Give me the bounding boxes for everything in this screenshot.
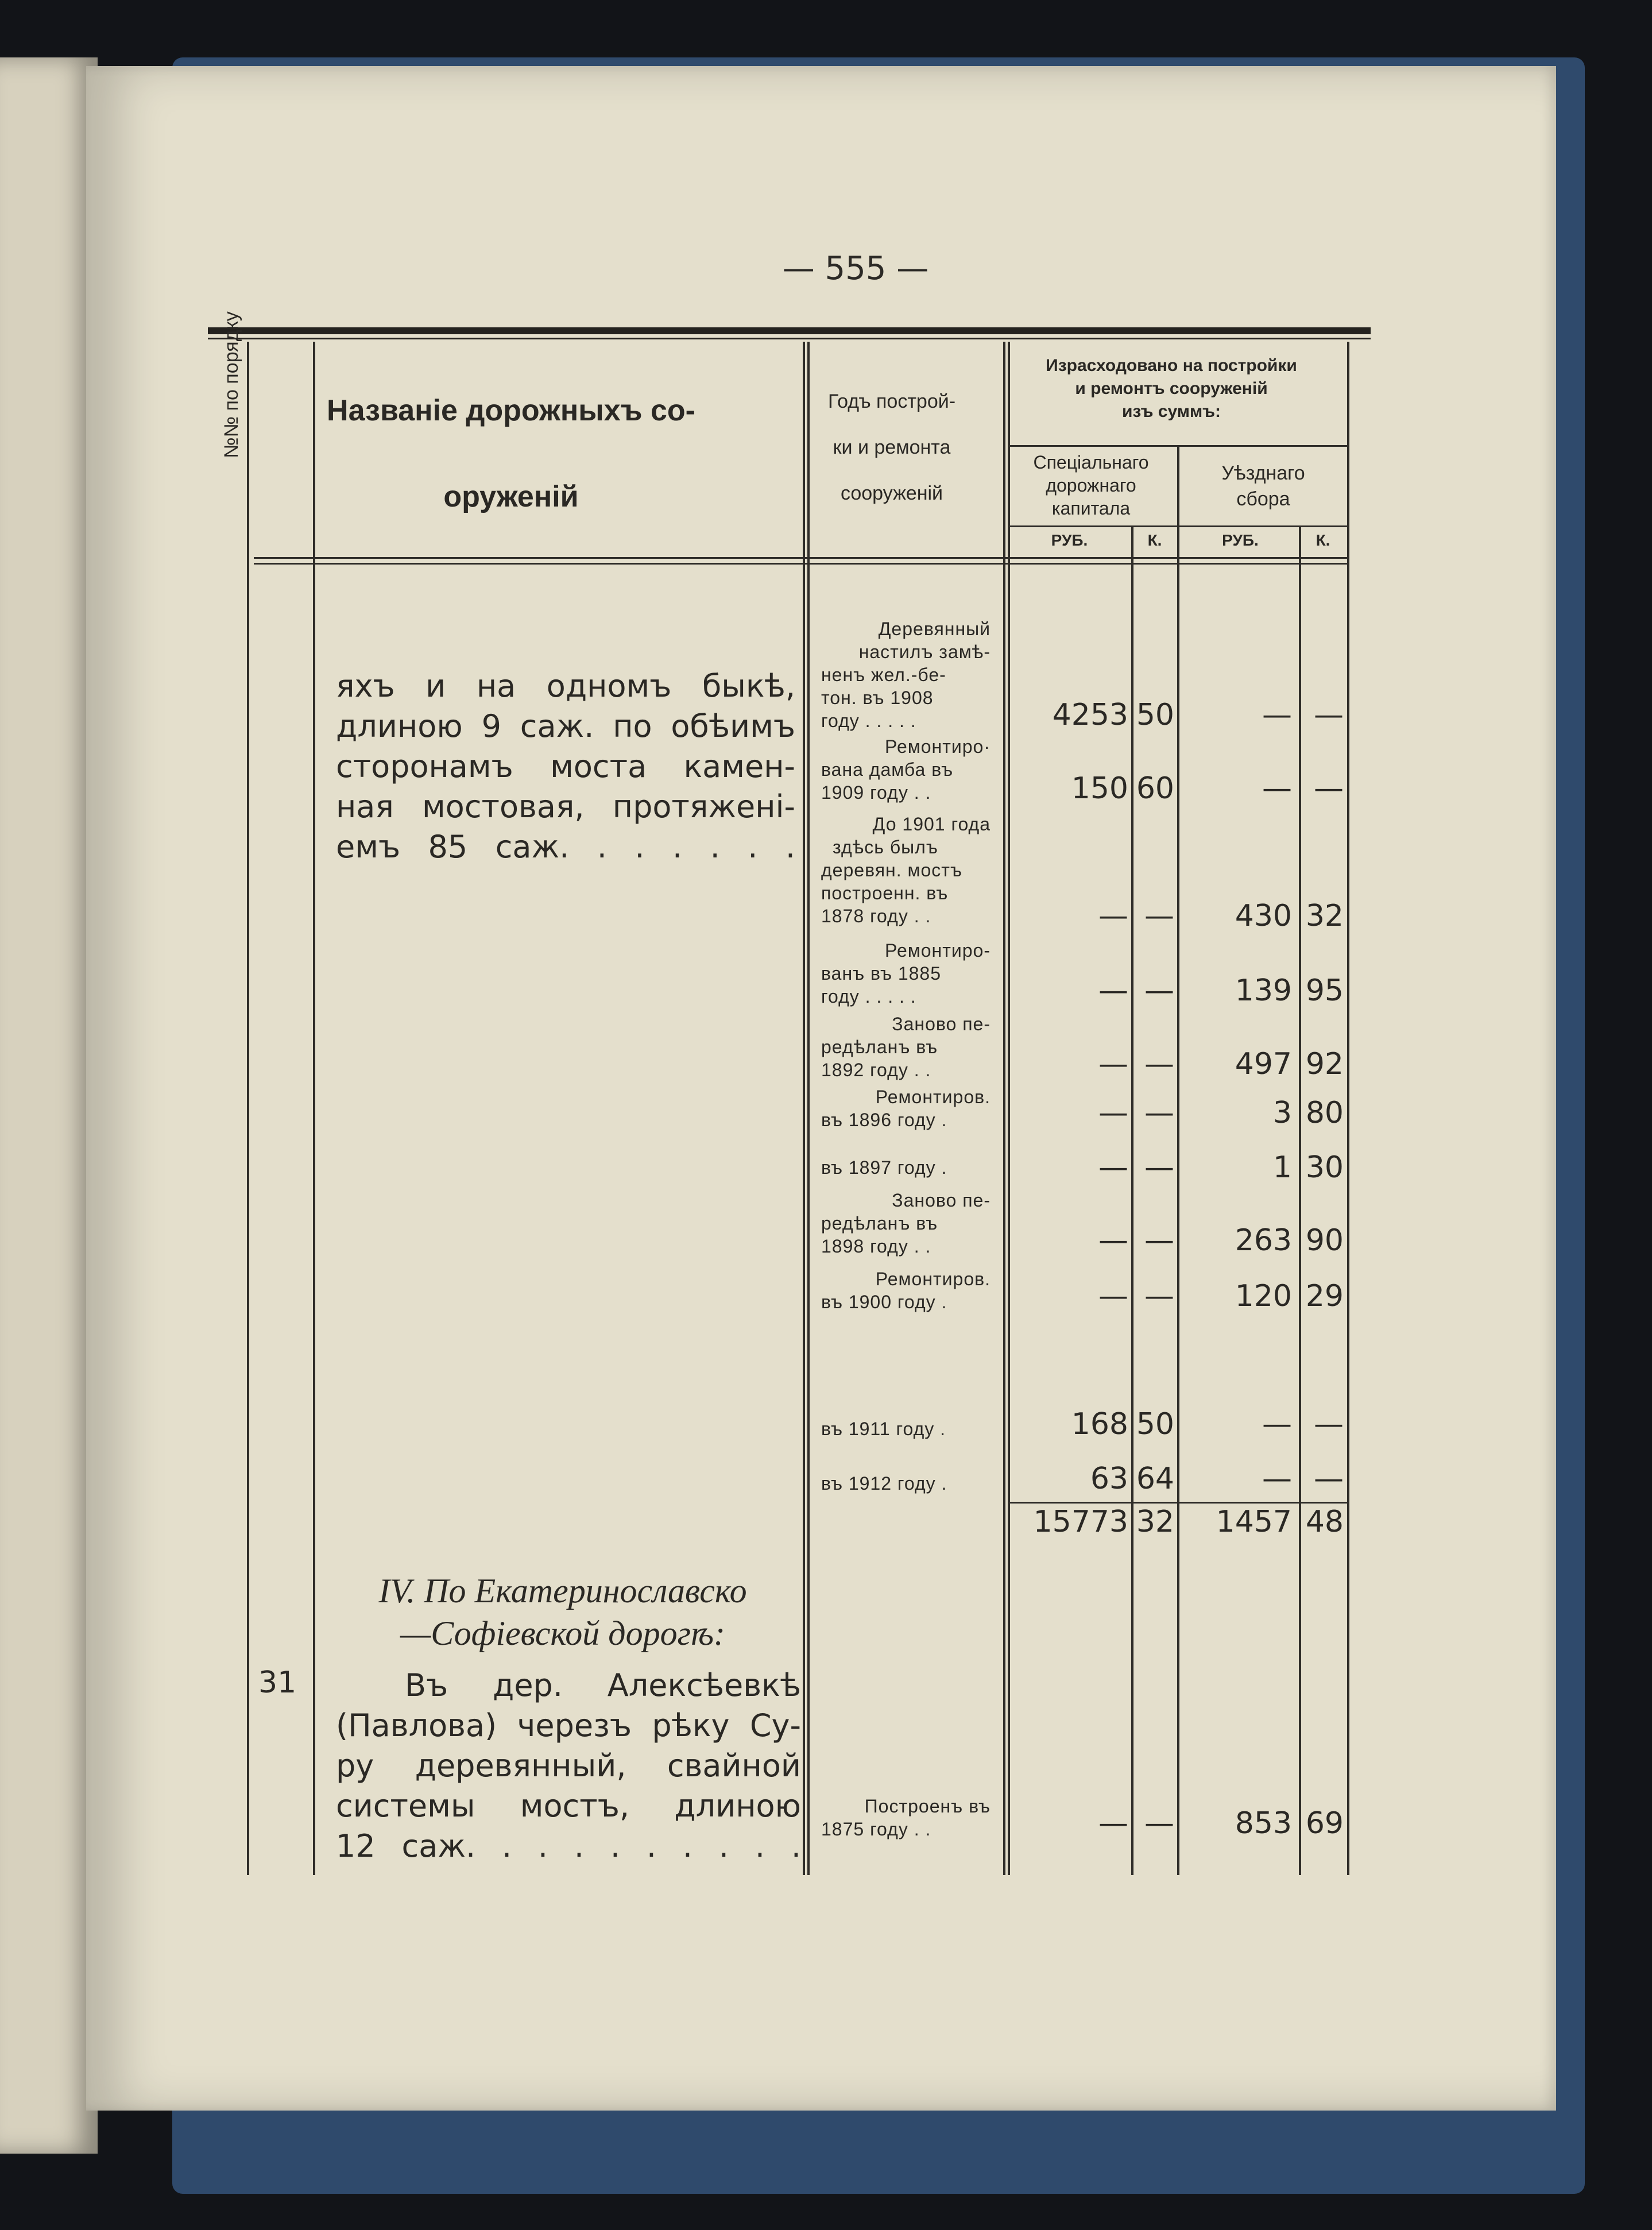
year-text: До 1901 года здѣсь былъ деревян. мостъ построенн. въ 1878 году . . — [821, 814, 991, 926]
county-kop: — — [1314, 1407, 1344, 1441]
grid-line-spec — [1177, 445, 1179, 1875]
book-page — [86, 66, 1556, 2111]
grid-line-spec-kop — [1131, 525, 1133, 1875]
grid-line-number — [313, 342, 315, 1875]
special-rub: 150 — [1071, 771, 1128, 806]
county-kop: 92 — [1305, 1047, 1344, 1081]
description-line: системы мостъ, длиною — [336, 1788, 801, 1824]
year-text: Заново пе- редѣланъ въ 1898 году . . — [821, 1190, 991, 1257]
total-special-rub: 15773 — [1033, 1505, 1128, 1539]
header-spent-line2: и ремонтъ сооруженій — [1075, 379, 1268, 398]
special-kop: — — [1144, 1047, 1174, 1081]
county-rub: 1 — [1272, 1150, 1292, 1185]
header-rub-county: РУБ. — [1222, 531, 1259, 549]
year-text: въ 1912 году . — [821, 1473, 947, 1494]
special-rub: — — [1098, 1150, 1128, 1185]
header-county-line1: Уѣзднаго — [1221, 462, 1305, 484]
year-text: Ремонтиров. въ 1900 году . — [821, 1269, 991, 1312]
header-county-line2: сбора — [1236, 488, 1290, 510]
county-kop: 95 — [1305, 973, 1344, 1008]
county-rub: 263 — [1235, 1223, 1292, 1258]
county-kop: 90 — [1305, 1223, 1344, 1258]
county-rub: 430 — [1235, 899, 1292, 933]
special-kop: 64 — [1136, 1462, 1174, 1496]
header-spent-line3: изъ суммъ: — [1121, 402, 1221, 421]
county-rub: 3 — [1272, 1096, 1292, 1130]
year-text: Заново пе- редѣланъ въ 1892 году . . — [821, 1014, 991, 1080]
left-page-edge — [0, 57, 98, 2154]
total-county-kop: 48 — [1305, 1505, 1344, 1539]
special-rub: 63 — [1090, 1462, 1128, 1496]
header-rub-special: РУБ. — [1051, 531, 1088, 549]
header-kop-county: К. — [1316, 531, 1330, 549]
county-rub: 139 — [1235, 973, 1292, 1008]
county-kop: 69 — [1305, 1806, 1344, 1841]
county-kop: — — [1314, 698, 1344, 732]
year-text: Ремонтиро- ванъ въ 1885 году . . . . . — [821, 940, 991, 1007]
section-heading-line1: IV. По Екатеринославско — [378, 1572, 747, 1610]
description-line: (Павлова) черезъ рѣку Су- — [336, 1707, 801, 1744]
special-kop: 50 — [1136, 698, 1174, 732]
header-kop-special: К. — [1147, 531, 1162, 549]
special-kop: — — [1144, 1279, 1174, 1313]
special-rub: — — [1098, 1047, 1128, 1081]
header-spent-line1: Израсходовано на постройки — [1046, 356, 1297, 375]
county-rub: — — [1262, 698, 1292, 732]
year-text: Ремонтиро· вана дамба въ 1909 году . . — [821, 736, 991, 803]
header-name-line1: Названіе дорожныхъ со- — [327, 394, 695, 427]
county-kop: 32 — [1305, 899, 1344, 933]
special-rub: 4253 — [1052, 698, 1128, 732]
year-text: Деревянный настилъ замѣ- ненъ жел.-бе- тон. въ 1908 году . . . . . — [821, 619, 991, 731]
grid-line-cnty-kop — [1299, 525, 1301, 1875]
county-rub: 853 — [1235, 1806, 1292, 1841]
year-text: Ремонтиров. въ 1896 году . — [821, 1087, 991, 1130]
header-year-line1: Годъ построй- — [827, 391, 956, 412]
special-kop: — — [1144, 1223, 1174, 1258]
year-text: въ 1911 году . — [821, 1419, 946, 1439]
header-special-line3: капитала — [1051, 498, 1131, 519]
county-kop: 29 — [1305, 1279, 1344, 1313]
grid-line-year2 — [1008, 342, 1010, 1875]
header-year-line3: сооруженій — [840, 482, 943, 504]
top-rule-thin — [208, 338, 1371, 339]
description-line: емъ 85 саж. . . . . . . — [336, 829, 795, 865]
special-kop: — — [1144, 1096, 1174, 1130]
description-line: длиною 9 саж. по обѣимъ — [336, 708, 795, 744]
county-kop: — — [1314, 1462, 1344, 1496]
county-rub: 497 — [1235, 1047, 1292, 1081]
grid-line-left — [247, 342, 249, 1875]
county-rub: — — [1262, 771, 1292, 806]
special-kop: — — [1144, 973, 1174, 1008]
special-kop: 50 — [1136, 1407, 1174, 1441]
top-rule-thick — [208, 327, 1371, 334]
special-kop: 60 — [1136, 771, 1174, 806]
grid-line-year — [1003, 342, 1005, 1875]
header-bottom-line — [254, 557, 1348, 559]
header-special-line1: Спеціальнаго — [1033, 452, 1149, 473]
special-rub: — — [1098, 1806, 1128, 1841]
special-kop: — — [1144, 1150, 1174, 1185]
description-line: Въ дер. Алексѣевкѣ — [405, 1667, 801, 1703]
special-rub: — — [1098, 1279, 1128, 1313]
county-kop: 80 — [1305, 1096, 1344, 1130]
county-rub: — — [1262, 1407, 1292, 1441]
special-kop: — — [1144, 899, 1174, 933]
description-line: яхъ и на одномъ быкѣ, — [336, 668, 795, 704]
special-rub: — — [1098, 899, 1128, 933]
header-special-line2: дорожнаго — [1046, 475, 1136, 496]
county-rub: 120 — [1235, 1279, 1292, 1313]
special-kop: — — [1144, 1806, 1174, 1841]
description-line: 12 саж. . . . . . . . . . — [336, 1828, 801, 1864]
special-rub: 168 — [1071, 1407, 1128, 1441]
special-rub: — — [1098, 1096, 1128, 1130]
header-year-line2: ки и ремонта — [833, 436, 951, 458]
totals-line — [1008, 1502, 1349, 1504]
year-text: въ 1897 году . — [821, 1157, 947, 1178]
section-heading-line2: —Софіевской дорогѣ: — [400, 1614, 726, 1652]
description-line: сторонамъ моста камен- — [336, 748, 795, 784]
header-number-column: №№ по порядку — [220, 311, 242, 458]
special-rub: — — [1098, 1223, 1128, 1258]
county-rub: — — [1262, 1462, 1292, 1496]
year-text: Построенъ въ 1875 году . . — [821, 1796, 991, 1839]
header-name-line2: оруженій — [443, 480, 579, 513]
grid-line-right — [1347, 342, 1349, 1875]
total-special-kop: 32 — [1136, 1505, 1174, 1539]
special-rub: — — [1098, 973, 1128, 1008]
total-county-rub: 1457 — [1216, 1505, 1292, 1539]
county-kop: 30 — [1305, 1150, 1344, 1185]
page-number: — 555 — — [782, 250, 929, 287]
description-line: ру деревянный, свайной — [336, 1748, 801, 1784]
entry-number: 31 — [258, 1665, 297, 1700]
header-bottom-line2 — [254, 563, 1348, 565]
county-kop: — — [1314, 771, 1344, 806]
description-line: ная мостовая, протяжені- — [336, 789, 795, 825]
